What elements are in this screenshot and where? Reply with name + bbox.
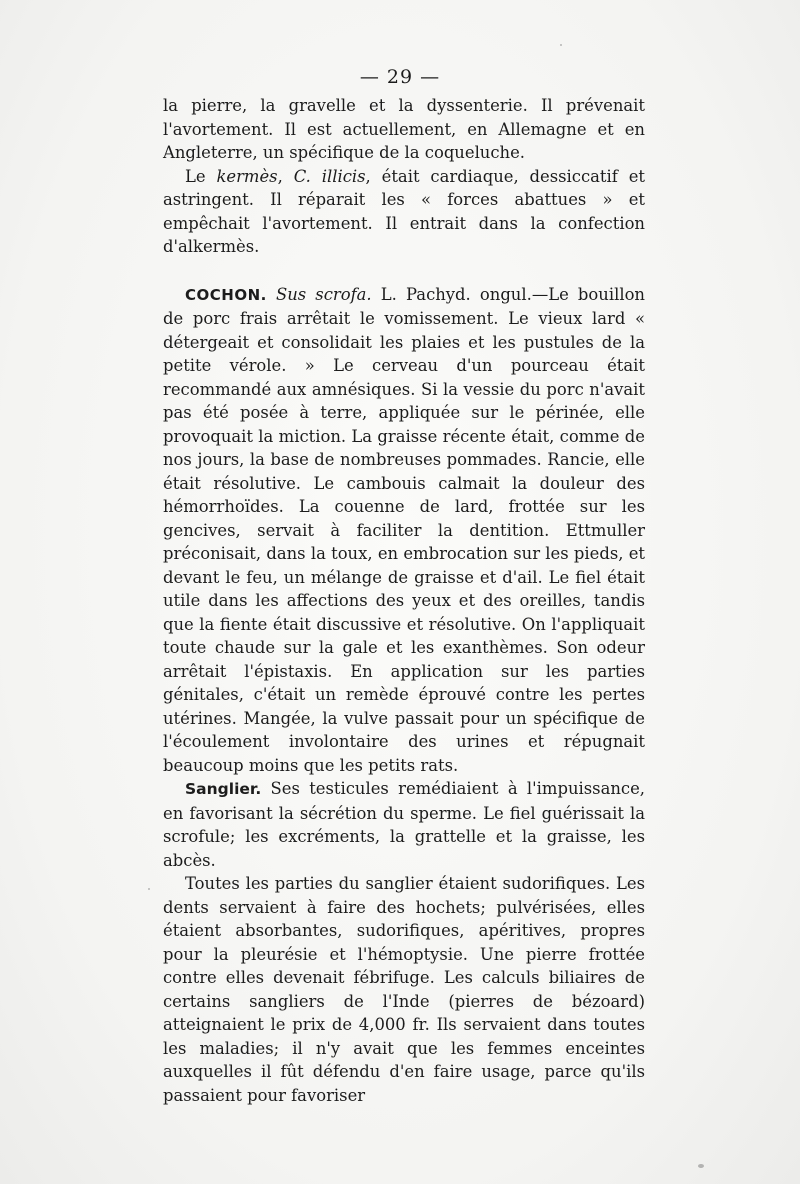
kermes-term: kermès bbox=[216, 166, 278, 186]
cochon-body: L. Pachyd. ongul.—Le bouillon de porc frais arrêtait le vomissement. Le vieux lard « détergeait et consolidait les plaies et les pustules de la petite vérole. » Le cerveau d'un pourceau était recommandé aux amnésiques. Si la vessie du porc n'avait pas été posée à terre, appliquée sur le périnée, elle provoquait la miction. La graisse récente était, comme de nos jours, la base de nombreuses pommades. Rancie, elle était résolutive. Le cambouis calmait la douleur des hémorrhoïdes. La couenne de lard, frottée sur les gencives, servait à faciliter la dentition. Ettmuller préconisait, dans la toux, en embrocation sur les pieds, et devant le feu, un mélange de graisse et d'ail. Le fiel était utile dans les affections des yeux et des oreilles, tandis que la fiente était discussive et résolutive. On l'appliquait toute chaude sur la gale et les exanthèmes. Son odeur arrêtait l'épistaxis. En application sur les parties génitales, c'était un remède éprouvé contre les pertes utérines. Mangée, la vulve passait pour un spécifique de l'écoulement involontaire des urines et répugnait beaucoup moins que les petits rats. bbox=[163, 284, 645, 775]
cochon-latin-name: Sus scrofa. bbox=[275, 284, 372, 304]
section-gap bbox=[163, 259, 645, 283]
paragraph-kermes bbox=[163, 165, 645, 259]
paragraph-cochon bbox=[163, 283, 645, 778]
paper-speck bbox=[148, 888, 150, 890]
page-number: — 29 — bbox=[359, 66, 441, 88]
sanglier-body: Ses testicules remédiaient à l'impuissance, en favorisant la sécrétion du sperme. Le fiel guérissait la scrofule; les excréments, la grattelle et la graisse, les abcès. bbox=[163, 779, 645, 870]
kermes-lead: Le bbox=[185, 166, 217, 186]
cochon-heading: COCHON. bbox=[185, 285, 267, 304]
sanglier-heading: Sanglier. bbox=[185, 780, 262, 798]
paragraph-1: la pierre, la gravelle et la dyssenterie. Il prévenait l'avortement. Il est actuellement, en Allemagne et en Angleterre, un spécifique de la coqueluche. bbox=[163, 96, 645, 162]
body-text bbox=[163, 94, 645, 1107]
paper-speck bbox=[560, 44, 562, 46]
kermes-body: , était cardiaque, dessiccatif et astringent. Il réparait les « forces abattues » et empêchait l'avortement. Il entrait dans la confection d'alkermès. bbox=[163, 166, 645, 256]
paper-speck bbox=[698, 1164, 704, 1168]
paragraph-sanglier bbox=[163, 777, 645, 872]
paragraph-sanglier-parts: Toutes les parties du sanglier étaient sudorifiques. Les dents servaient à faire des hochets; pulvérisées, elles étaient absorbantes, sudorifiques, apéritives, propres pour la pleurésie et l'hémoptysie. Une pierre frottée contre elles devenait fébrifuge. Les calculs biliaires de certains sangliers de l'Inde (pierres de bézoard) atteignaient le prix de 4,000 fr. Ils servaient dans toutes les maladies; il n'y avait que les femmes enceintes auxquelles il fût défendu d'en faire usage, parce qu'ils passaient pour favoriser bbox=[163, 874, 645, 1105]
kermes-sep: , bbox=[277, 166, 294, 186]
kermes-latin-name: C. illicis bbox=[293, 166, 366, 186]
